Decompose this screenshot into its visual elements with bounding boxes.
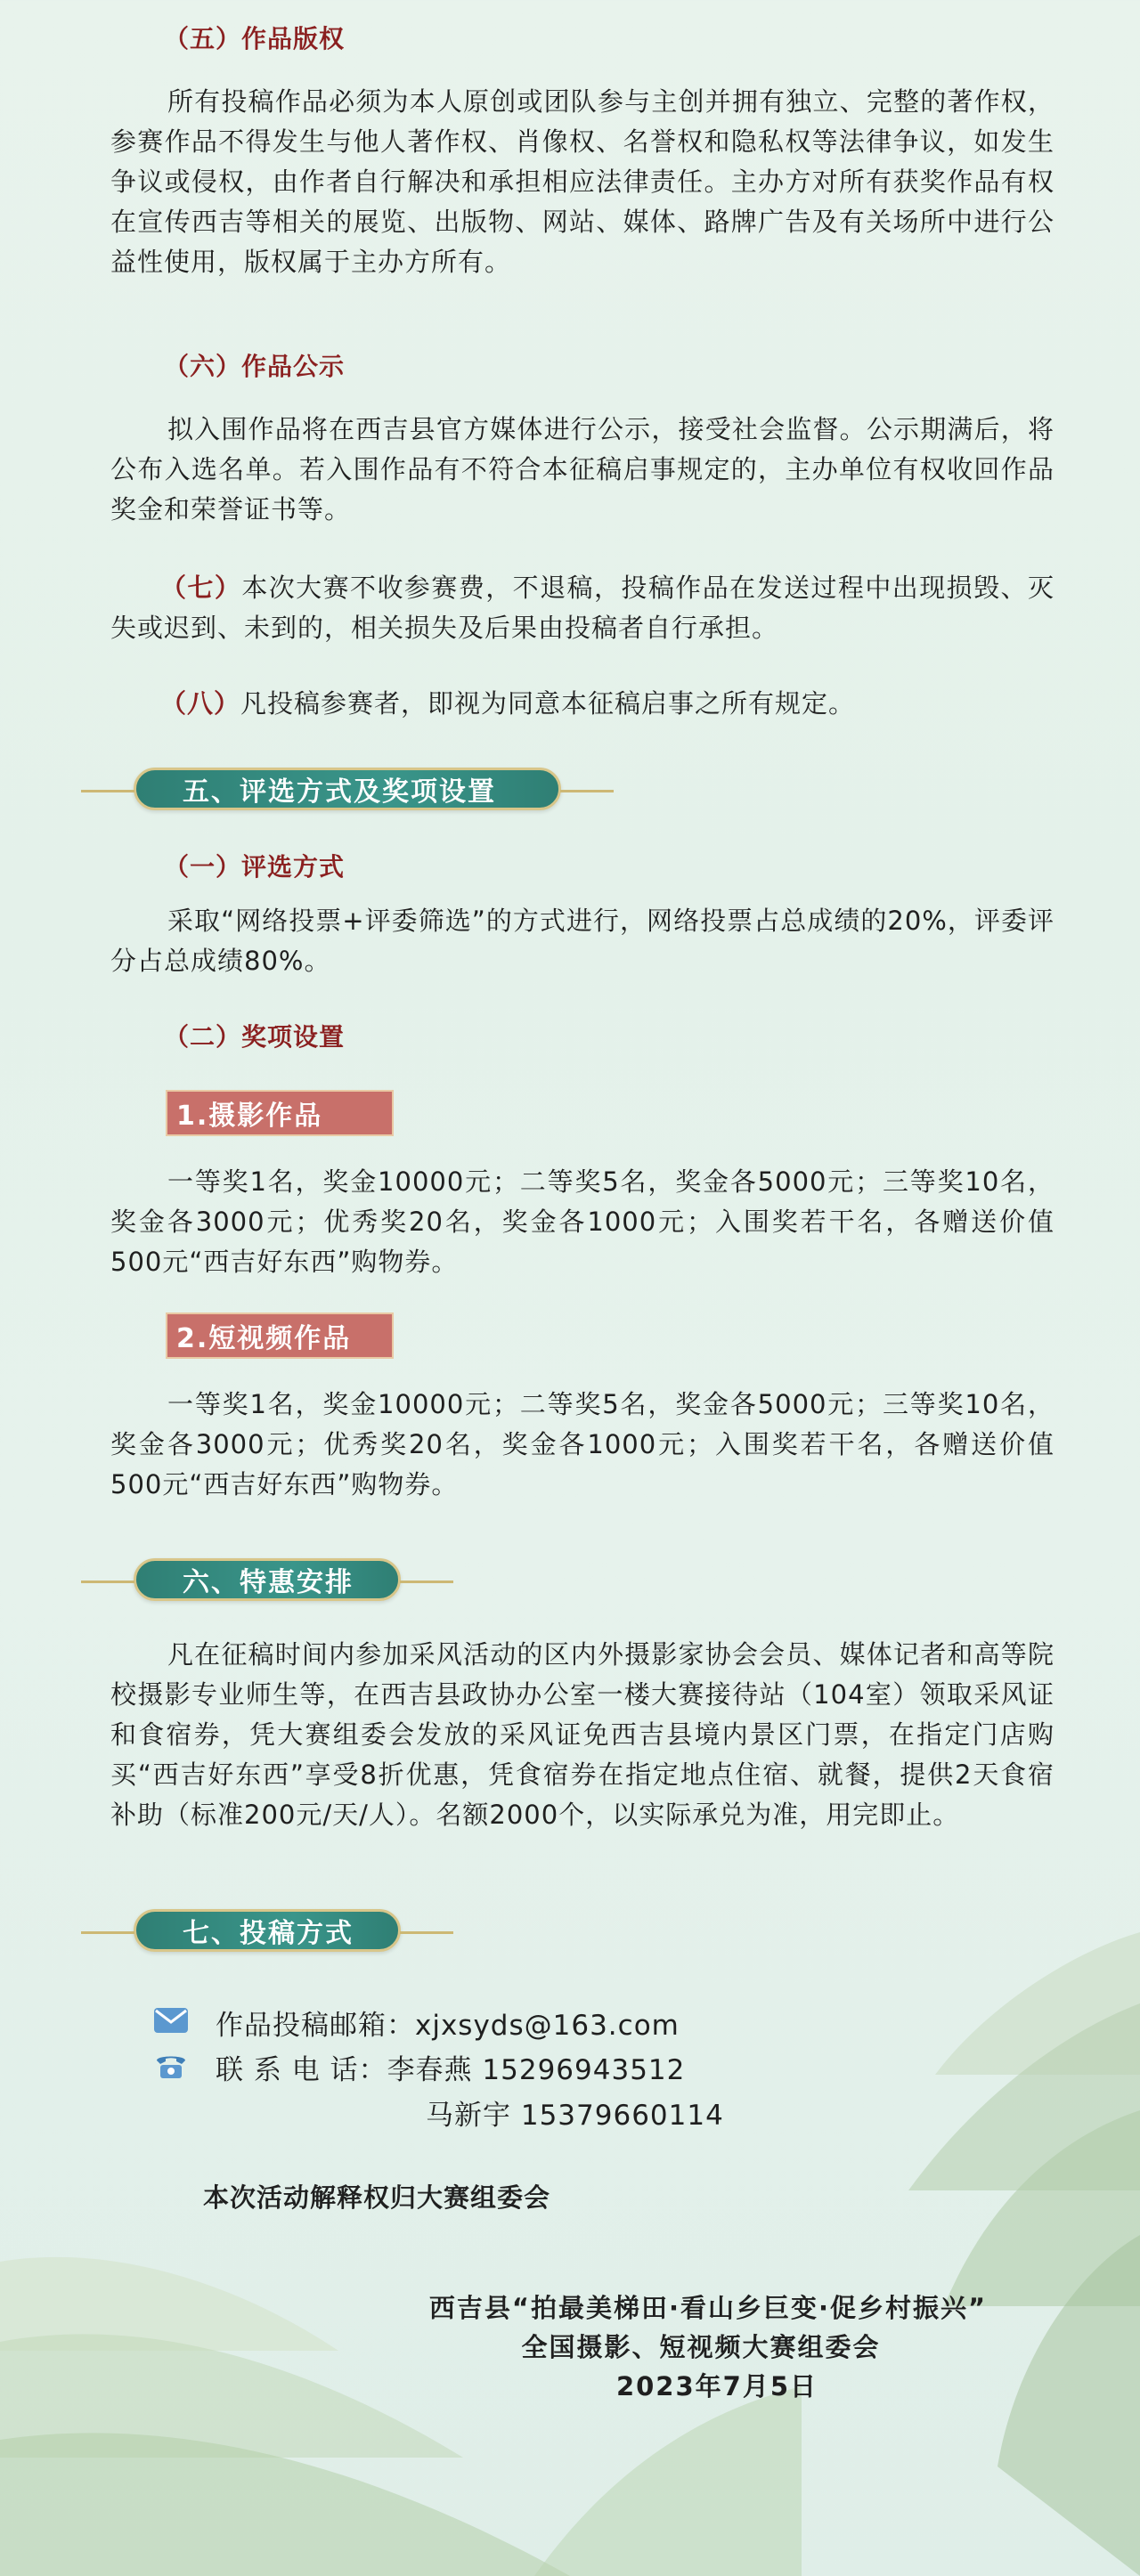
issue-date: 2023年7月5日 bbox=[615, 2371, 818, 2401]
banner-title: 六、特惠安排 bbox=[183, 1567, 354, 1598]
selection-body: 采取“网络投票+评委筛选”的方式进行，网络投票占总成绩的20%，评委评分占总成绩80%。 bbox=[110, 906, 1054, 976]
publicity-body: 拟入围作品将在西吉县官方媒体进行公示，接受社会监督。公示期满后，将公布入选名单。若入围作品有不符合本征稿启事规定的，主办单位有权收回作品奖金和荣誉证书等。 bbox=[110, 414, 1054, 524]
clause-eight-label: （八） bbox=[160, 688, 241, 719]
copyright-body: 所有投稿作品必须为本人原创或团队参与主创并拥有独立、完整的著作权，参赛作品不得发生与他人著作权、肖像权、名誉权和隐私权等法律争议，如发生争议或侵权，由作者自行解决和承担相应法律责任。主办方对所有获奖作品有权在宣传西吉等相关的展览、出版物、网站、媒体、路牌广告及有关场所中进行公益性使用，版权属于主办方所有。 bbox=[110, 86, 1054, 277]
clause-seven-body: 本次大赛不收参赛费，不退稿，投稿作品在发送过程中出现损毁、灭失或迟到、未到的，相关损失及后果由投稿者自行承担。 bbox=[110, 573, 1054, 643]
email-label: 作品投稿邮箱： bbox=[216, 2010, 415, 2042]
section-banner-submission bbox=[134, 1909, 401, 1952]
discount-body: 凡在征稿时间内参加采风活动的区内外摄影家协会会员、媒体记者和高等院校摄影专业师生等，在西吉县政协办公室一楼大赛接待站（104室）领取采风证和食宿券，凭大赛组委会发放的采风证免西吉县境内景区门票，在指定门店购买“西吉好东西”享受8折优惠，凭食宿券在指定地点住宿、就餐，提供2天食宿补助（标准200元/天/人）。名额2000个，以实际承兑为准，用完即止。 bbox=[110, 1639, 1054, 1830]
banner-ribbon-tail bbox=[81, 790, 134, 792]
organizer-line-2: 全国摄影、短视频大赛组委会 bbox=[521, 2332, 881, 2362]
banner-title: 七、投稿方式 bbox=[183, 1918, 354, 1949]
phone-label: 联 系 电 话： bbox=[216, 2054, 387, 2086]
video-awards-body: 一等奖1名，奖金10000元；二等奖5名，奖金各5000元；三等奖10名，奖金各3000元；优秀奖20名，奖金各1000元；入围奖若干名，各赠送价值500元“西吉好东西”购物券。 bbox=[110, 1389, 1054, 1499]
banner-ribbon-tail bbox=[81, 1931, 134, 1934]
section-banner-discount bbox=[134, 1558, 401, 1601]
banner-ribbon-tail bbox=[400, 1931, 453, 1934]
interpretation-note: 本次活动解释权归大赛组委会 bbox=[203, 2182, 551, 2213]
phone-line bbox=[216, 2047, 685, 2087]
banner-ribbon-tail bbox=[81, 1581, 134, 1583]
email-line bbox=[216, 2003, 680, 2043]
clause-seven-label: （七） bbox=[160, 573, 242, 603]
banner-ribbon-tail bbox=[560, 790, 614, 792]
email-address[interactable]: xjxsyds@163.com bbox=[415, 2010, 680, 2042]
organizer-line-1: 西吉县“拍最美梯田·看山乡巨变·促乡村振兴” bbox=[428, 2293, 988, 2323]
video-category-tag: 2.短视频作品 bbox=[166, 1312, 394, 1359]
banner-title: 五、评选方式及奖项设置 bbox=[183, 776, 496, 808]
contact-person-1[interactable]: 李春燕 15296943512 bbox=[387, 2054, 686, 2086]
no-fee-clause bbox=[110, 568, 1054, 648]
photo-category-tag: 1.摄影作品 bbox=[166, 1090, 394, 1136]
publicity-heading: （六）作品公示 bbox=[164, 352, 346, 381]
awards-heading: （二）奖项设置 bbox=[164, 1022, 346, 1052]
photo-awards-body: 一等奖1名，奖金10000元；二等奖5名，奖金各5000元；三等奖10名，奖金各3000元；优秀奖20名，奖金各1000元；入围奖若干名，各赠送价值500元“西吉好东西”购物券。 bbox=[110, 1166, 1054, 1277]
agreement-clause bbox=[110, 684, 1054, 724]
banner-ribbon-tail bbox=[400, 1581, 453, 1583]
copyright-heading: （五）作品版权 bbox=[164, 24, 346, 53]
terrace-hill-right-decoration bbox=[855, 1897, 1140, 2576]
selection-heading: （一）评选方式 bbox=[164, 852, 346, 882]
mail-icon bbox=[153, 2007, 189, 2034]
section-banner-selection-awards bbox=[134, 768, 561, 810]
contact-person-2[interactable]: 马新宇 15379660114 bbox=[426, 2100, 724, 2132]
clause-eight-body: 凡投稿参赛者，即视为同意本征稿启事之所有规定。 bbox=[240, 688, 856, 719]
phone-icon bbox=[153, 2052, 189, 2080]
